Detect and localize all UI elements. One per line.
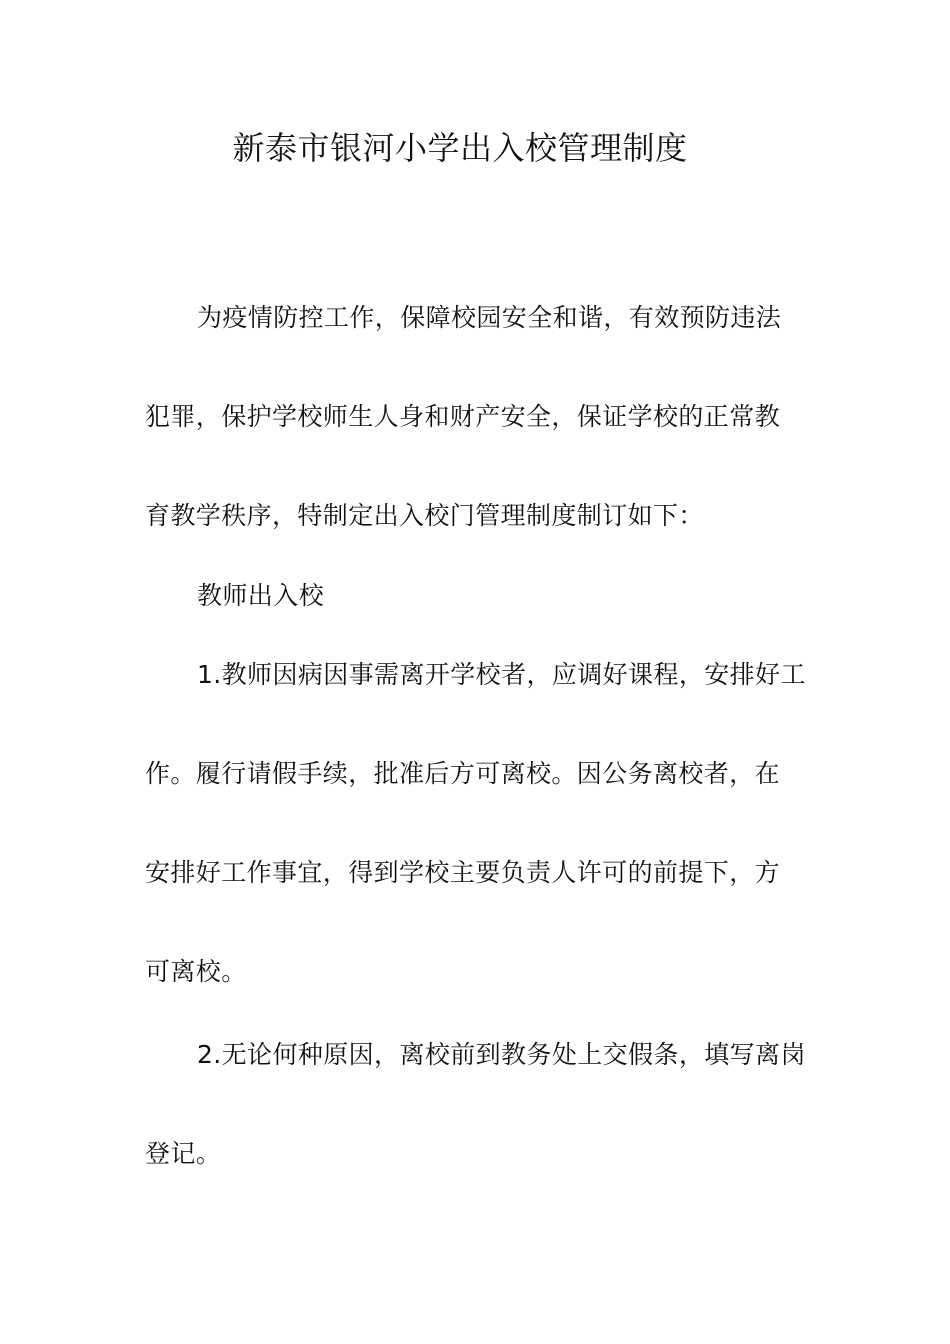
paragraph-3-line-3: 安排好工作事宜，得到学校主要负责人许可的前提下，方 [145,858,781,887]
section-heading-teacher-entry-exit: 教师出入校 [197,581,325,610]
paragraph-1-line-2: 犯罪，保护学校师生人身和财产安全，保证学校的正常教 [145,402,781,431]
paragraph-3-line-1: 1.教师因病因事需离开学校者，应调好课程，安排好工 [197,660,806,689]
document-title: 新泰市银河小学出入校管理制度 [232,129,688,167]
paragraph-4-line-1: 2.无论何种原因，离校前到教务处上交假条，填写离岗 [197,1040,806,1069]
paragraph-3-line-4: 可离校。 [145,957,247,986]
paragraph-4-line-2: 登记。 [145,1139,222,1168]
paragraph-1-line-3: 育教学秩序，特制定出入校门管理制度制订如下： [145,501,704,530]
paragraph-3-line-2: 作。履行请假手续，批准后方可离校。因公务离校者，在 [145,759,781,788]
paragraph-1-line-1: 为疫情防控工作，保障校园安全和谐，有效预防违法 [197,303,782,332]
